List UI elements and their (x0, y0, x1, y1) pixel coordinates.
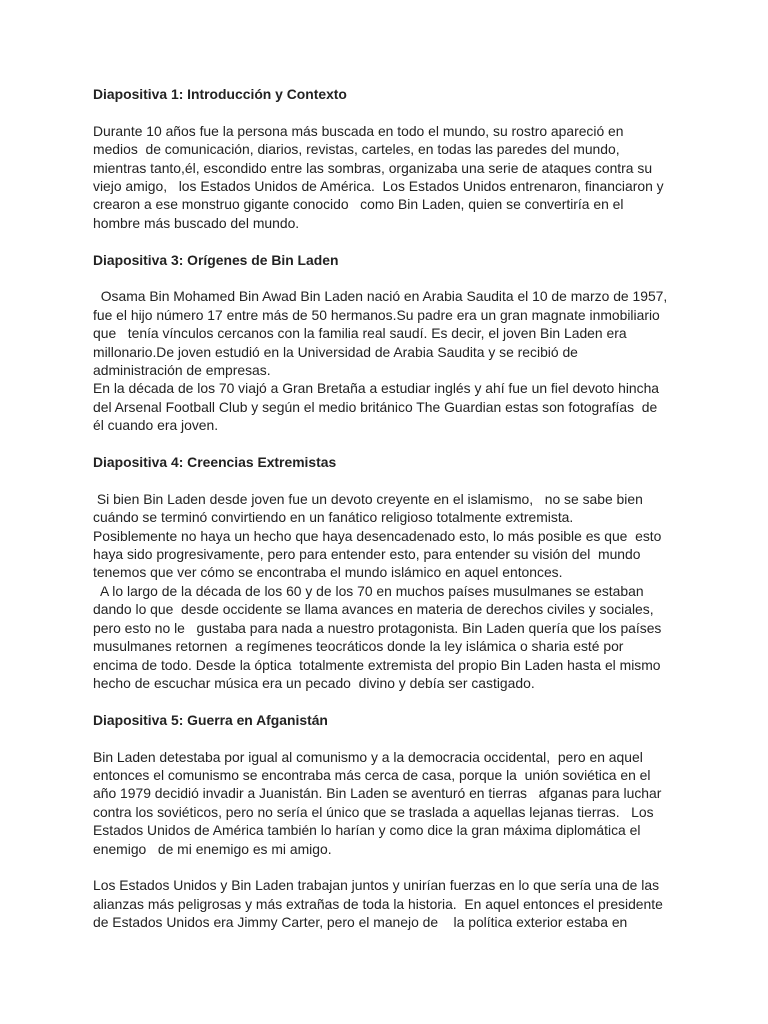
section-heading: Diapositiva 3: Orígenes de Bin Laden (93, 251, 339, 268)
text-line: Bin Laden detestaba por igual al comunismo y a la democracia occidental, pero en aquel (93, 748, 643, 765)
text-line: hombre más buscado del mundo. (93, 214, 300, 231)
text-line: que tenía vínculos cercanos con la familia real saudí. Es decir, el joven Bin Laden era (93, 325, 627, 342)
body-paragraph (93, 748, 678, 858)
body-paragraph (93, 490, 678, 692)
text-line: mientras tanto,él, escondido entre las sombras, organizaba una serie de ataques contra su (93, 159, 653, 176)
text-line: cuándo se terminó convirtiendo en un fanático religioso totalmente extremista. (93, 509, 574, 526)
text-line: Los Estados Unidos y Bin Laden trabajan juntos y unirían fuerzas en lo que sería una de las (93, 877, 660, 894)
text-line: enemigo de mi enemigo es mi amigo. (93, 840, 332, 857)
text-line: A lo largo de la década de los 60 y de los 70 en muchos países musulmanes se estaban (93, 582, 644, 599)
text-line: millonario.De joven estudió en la Universidad de Arabia Saudita y se recibió de (93, 343, 578, 360)
text-line: crearon a ese monstruo gigante conocido como Bin Laden, quien se convertiría en el (93, 196, 624, 213)
text-line: hecho de escuchar música era un pecado divino y debía ser castigado. (93, 674, 535, 691)
text-line: contra los soviéticos, pero no sería el único que se traslada a aquellas lejanas tierras. Los (93, 803, 654, 820)
body-paragraph (93, 876, 678, 931)
text-line: Si bien Bin Laden desde joven fue un devoto creyente en el islamismo, no se sabe bien (93, 490, 643, 507)
text-line: viejo amigo, los Estados Unidos de América. Los Estados Unidos entrenaron, financiaron y (93, 178, 664, 195)
text-line: Osama Bin Mohamed Bin Awad Bin Laden nació en Arabia Saudita el 10 de marzo de 1957, (93, 288, 668, 305)
paragraph-spacer (93, 471, 678, 489)
text-line: tenemos que ver cómo se encontraba el mundo islámico en aquel entonces. (93, 564, 563, 581)
section-spacer (93, 232, 678, 250)
text-line: del Arsenal Football Club y según el medio británico The Guardian estas son fotografías de (93, 398, 658, 415)
text-line: fue el hijo número 17 entre más de 50 hermanos.Su padre era un gran magnate inmobiliario (93, 306, 660, 323)
section-spacer (93, 435, 678, 453)
text-line: Durante 10 años fue la persona más buscada en todo el mundo, su rostro apareció en (93, 122, 624, 139)
paragraph-spacer (93, 729, 678, 747)
text-line: pero esto no le gustaba para nada a nuestro protagonista. Bin Laden quería que los países (93, 619, 662, 636)
text-line: entonces el comunismo se encontraba más cerca de casa, porque la unión soviética en el (93, 766, 651, 783)
section-spacer (93, 692, 678, 710)
section-heading: Diapositiva 4: Creencias Extremistas (93, 454, 337, 471)
text-line: alianzas más peligrosas y más extrañas de toda la historia. En aquel entonces el presidente (93, 895, 663, 912)
body-paragraph (93, 122, 678, 232)
body-paragraph (93, 287, 678, 434)
text-line: Estados Unidos de América también lo harían y como dice la gran máxima diplomática el (93, 822, 641, 839)
text-line: dando lo que desde occidente se llama avances en materia de derechos civiles y sociales, (93, 601, 654, 618)
text-line: encima de todo. Desde la óptica totalmente extremista del propio Bin Laden hasta el mismo (93, 656, 661, 673)
paragraph-spacer (93, 858, 678, 876)
text-line: año 1979 decidió invadir a Juanistán. Bin Laden se aventuró en tierras afganas para luchar (93, 785, 662, 802)
document-page (93, 85, 678, 932)
section-heading: Diapositiva 1: Introducción y Contexto (93, 86, 347, 102)
section-heading: Diapositiva 5: Guerra en Afganistán (93, 711, 328, 728)
text-line: él cuando era joven. (93, 417, 219, 434)
paragraph-spacer (93, 269, 678, 287)
text-line: haya sido progresivamente, pero para entender esto, para entender su visión del mundo (93, 546, 641, 563)
text-line: musulmanes retornen a regímenes teocráticos donde la ley islámica o sharia esté por (93, 638, 624, 655)
text-line: Posiblemente no haya un hecho que haya desencadenado esto, lo más posible es que esto (93, 527, 662, 544)
text-line: de Estados Unidos era Jimmy Carter, pero el manejo de la política exterior estaba en (93, 914, 628, 931)
paragraph-spacer (93, 103, 678, 121)
text-line: medios de comunicación, diarios, revistas, carteles, en todas las paredes del mundo, (93, 141, 620, 158)
text-line: En la década de los 70 viajó a Gran Bretaña a estudiar inglés y ahí fue un fiel devoto hincha (93, 380, 660, 397)
text-line: administración de empresas. (93, 362, 271, 379)
